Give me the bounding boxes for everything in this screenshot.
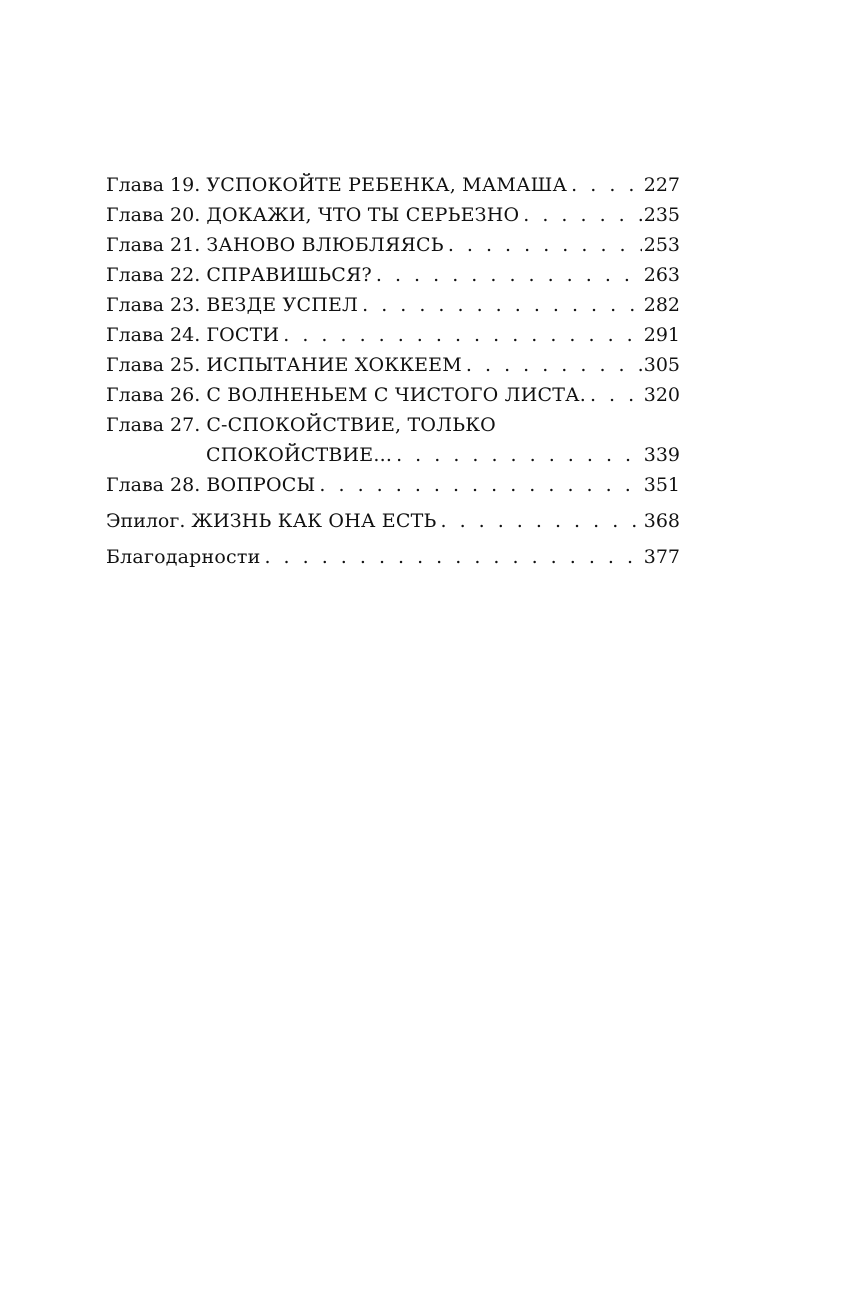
toc-entry-label: Глава 19. УСПОКОЙТЕ РЕБЕНКА, МАМАША bbox=[106, 174, 568, 196]
dot-leader bbox=[264, 542, 641, 572]
toc-page-number: 282 bbox=[643, 294, 680, 316]
toc-entry-20 bbox=[106, 200, 680, 230]
dot-leader bbox=[590, 380, 642, 410]
toc-entry-label: Глава 23. ВЕЗДЕ УСПЕЛ bbox=[106, 294, 359, 316]
toc-entry-label: Эпилог. ЖИЗНЬ КАК ОНА ЕСТЬ bbox=[106, 510, 437, 532]
toc-entry-21 bbox=[106, 230, 680, 260]
toc-entry-19 bbox=[106, 170, 680, 200]
toc-page-number: 320 bbox=[643, 384, 680, 406]
toc-entry-label: Глава 26. С ВОЛНЕНЬЕМ С ЧИСТОГО ЛИСТА. bbox=[106, 384, 586, 406]
dot-leader bbox=[319, 470, 641, 500]
toc-page-number: 227 bbox=[643, 174, 680, 196]
toc-page-number: 305 bbox=[643, 354, 680, 376]
toc-entry-label: Глава 20. ДОКАЖИ, ЧТО ТЫ СЕРЬЕЗНО bbox=[106, 204, 520, 226]
dot-leader bbox=[440, 506, 641, 536]
toc-entry-acknowledgements bbox=[106, 542, 680, 572]
toc-entry-label: Глава 21. ЗАНОВО ВЛЮБЛЯЯСЬ bbox=[106, 234, 444, 256]
toc-entry-label: Благодарности bbox=[106, 546, 261, 568]
dot-leader bbox=[448, 230, 642, 260]
toc-entry-26 bbox=[106, 380, 680, 410]
toc-entry-label: Глава 24. ГОСТИ bbox=[106, 324, 280, 346]
dot-leader bbox=[376, 260, 642, 290]
dot-leader bbox=[362, 290, 642, 320]
toc-page-number: 351 bbox=[643, 474, 680, 496]
dot-leader bbox=[523, 200, 641, 230]
toc-entry-25 bbox=[106, 350, 680, 380]
dot-leader bbox=[396, 440, 642, 470]
toc-page-number: 263 bbox=[643, 264, 680, 286]
toc-entry-23 bbox=[106, 290, 680, 320]
toc-page-number: 235 bbox=[643, 204, 680, 226]
table-of-contents bbox=[106, 170, 680, 572]
toc-page-number: 291 bbox=[643, 324, 680, 346]
toc-entry-28 bbox=[106, 470, 680, 500]
toc-entry-label: Глава 28. ВОПРОСЫ bbox=[106, 474, 316, 496]
toc-entry-27-continuation bbox=[106, 440, 680, 470]
toc-page-number: 253 bbox=[643, 234, 680, 256]
toc-entry-label: СПОКОЙСТВИЕ... bbox=[206, 444, 393, 466]
toc-entry-epilogue bbox=[106, 506, 680, 536]
dot-leader bbox=[466, 350, 642, 380]
toc-page-number: 368 bbox=[643, 510, 680, 532]
toc-entry-22 bbox=[106, 260, 680, 290]
toc-entry-label: Глава 27. С-СПОКОЙСТВИЕ, ТОЛЬКО bbox=[106, 414, 496, 436]
toc-entry-24 bbox=[106, 320, 680, 350]
dot-leader bbox=[283, 320, 641, 350]
dot-leader bbox=[571, 170, 642, 200]
toc-entry-label: Глава 25. ИСПЫТАНИЕ ХОККЕЕМ bbox=[106, 354, 462, 376]
toc-page-number: 377 bbox=[643, 546, 680, 568]
toc-page-number: 339 bbox=[643, 444, 680, 466]
toc-entry-27 bbox=[106, 410, 680, 440]
toc-entry-label: Глава 22. СПРАВИШЬСЯ? bbox=[106, 264, 372, 286]
